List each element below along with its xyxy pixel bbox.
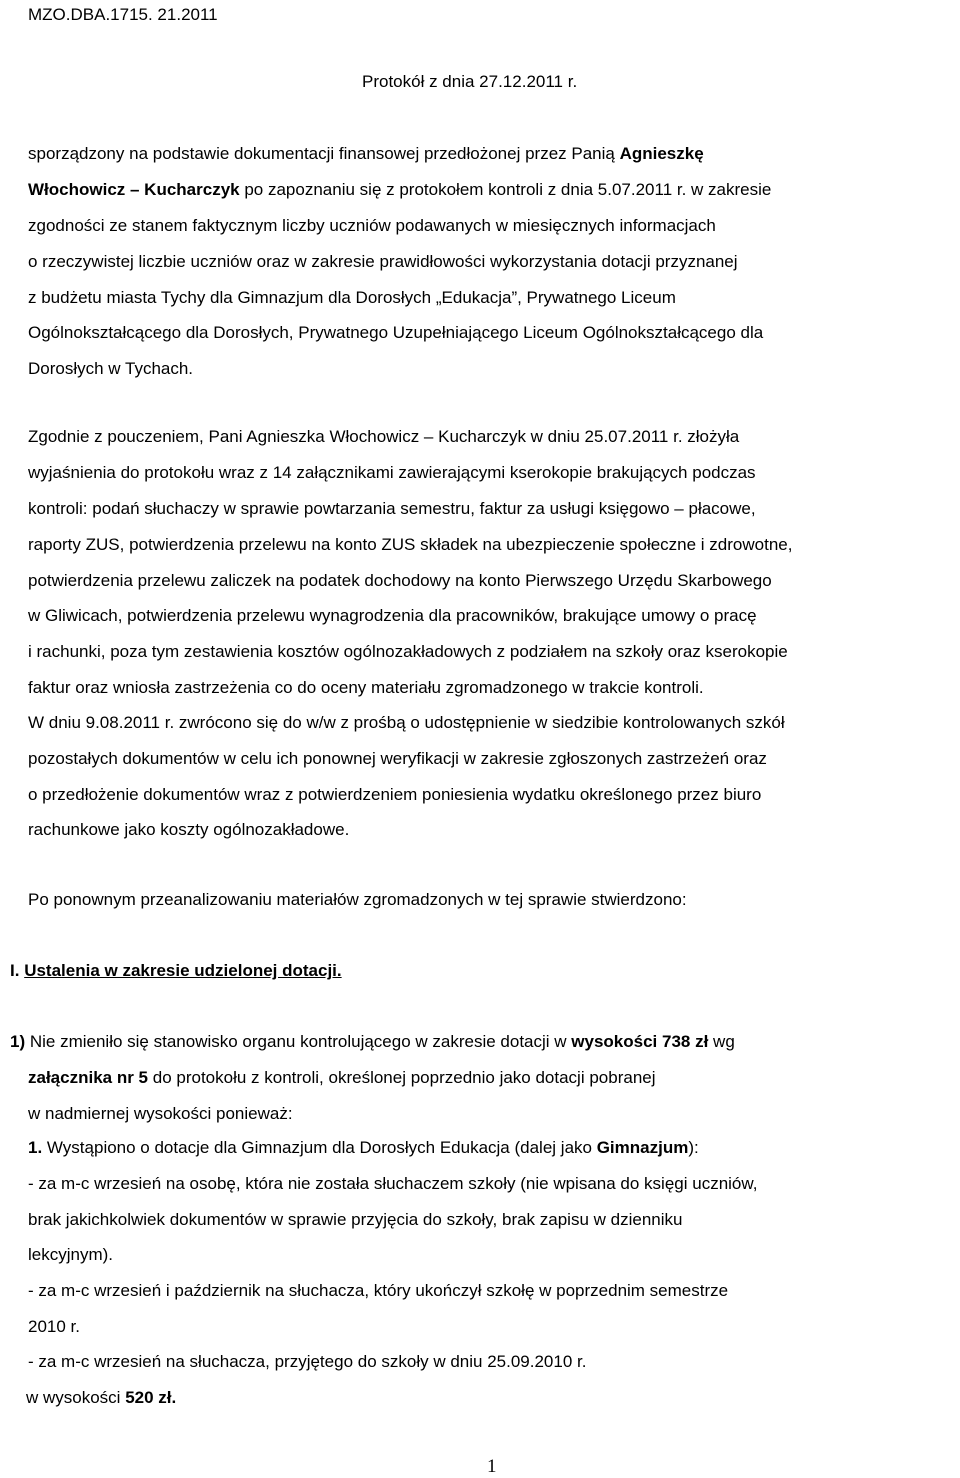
- intro-line-7: Dorosłych w Tychach.: [28, 359, 194, 378]
- findings-intro: Po ponownym przeanalizowaniu materiałów zgromadzonych w tej sprawie stwierdzono:: [28, 890, 687, 909]
- page-number: 1: [487, 1456, 497, 1477]
- intro-line-2: [28, 180, 959, 200]
- point1-line-1: [10, 1032, 959, 1052]
- intro-text: sporządzony na podstawie dokumentacji finansowej przedłożonej przez Panią: [28, 144, 620, 163]
- para2-line-8: faktur oraz wniosła zastrzeżenia co do oceny materiału zgromadzonego w trakcie kontroli.: [28, 678, 704, 697]
- para2-line-6: w Gliwicach, potwierdzenia przelewu wynagrodzenia dla pracowników, brakujące umowy o pracę: [28, 606, 757, 625]
- amount-bold: wysokości 738 zł: [571, 1032, 709, 1051]
- intro-line-4: o rzeczywistej liczbie uczniów oraz w zakresie prawidłowości wykorzystania dotacji przyznanej: [28, 252, 738, 271]
- para2-line-11: o przedłożenie dokumentów wraz z potwierdzeniem poniesienia wydatku określonego przez biuro: [28, 785, 762, 804]
- person-first-name: Agnieszkę: [619, 144, 704, 163]
- section-heading: [10, 961, 342, 981]
- para2-line-10: pozostałych dokumentów w celu ich ponownej weryfikacji w zakresie zgłoszonych zastrzeżeń oraz: [28, 749, 767, 768]
- document-reference: MZO.DBA.1715. 21.2011: [28, 5, 218, 24]
- dash-2-line-2: 2010 r.: [28, 1317, 80, 1336]
- point-text: wg: [708, 1032, 735, 1051]
- dash-2-line-1: - za m-c wrzesień i październik na słuchacza, który ukończył szkołę w poprzednim semestrze: [28, 1281, 729, 1300]
- intro-text: po zapoznaniu się z protokołem kontroli z dnia 5.07.2011 r. w zakresie: [239, 180, 772, 199]
- para2-line-12: rachunkowe jako koszty ogólnozakładowe.: [28, 820, 350, 839]
- point-text: do protokołu z kontroli, określonej poprzednio jako dotacji pobranej: [148, 1068, 656, 1087]
- intro-line-3: zgodności ze stanem faktycznym liczby uczniów podawanych w miesięcznych informacjach: [28, 216, 716, 235]
- attachment-ref: załącznika nr 5: [28, 1068, 149, 1087]
- para2-line-5: potwierdzenia przelewu zaliczek na podatek dochodowy na konto Pierwszego Urzędu Skarbowego: [28, 571, 772, 590]
- intro-line-6: Ogólnokształcącego dla Dorosłych, Prywatnego Uzupełniającego Liceum Ogólnokształcącego dla: [28, 323, 764, 342]
- amount-line: [26, 1388, 176, 1408]
- amount-label: w wysokości: [26, 1388, 126, 1407]
- dash-3-line-1: - za m-c wrzesień na słuchacza, przyjętego do szkoły w dniu 25.09.2010 r.: [28, 1352, 587, 1371]
- dash-1-line-2: brak jakichkolwiek dokumentów w sprawie przyjęcia do szkoły, brak zapisu w dzienniku: [28, 1210, 683, 1229]
- dash-1-line-1: - za m-c wrzesień na osobę, która nie została słuchaczem szkoły (nie wpisana do księgi uczniów,: [28, 1174, 758, 1193]
- subpoint-1: [28, 1138, 699, 1158]
- amount-value: 520 zł.: [125, 1388, 177, 1407]
- protocol-title: Protokół z dnia 27.12.2011 r.: [362, 72, 578, 91]
- intro-line-5: z budżetu miasta Tychy dla Gimnazjum dla Dorosłych „Edukacja”, Prywatnego Liceum: [28, 288, 676, 307]
- point-text: Nie zmieniło się stanowisko organu kontrolującego w zakresie dotacji w: [25, 1032, 572, 1051]
- para2-line-2: wyjaśnienia do protokołu wraz z 14 załącznikami zawierającymi kserokopie brakujących podczas: [28, 463, 756, 482]
- school-name-bold: Gimnazjum: [596, 1138, 689, 1157]
- intro-line-1: [28, 144, 959, 164]
- section-title: Ustalenia w zakresie udzielonej dotacji.: [24, 961, 342, 980]
- para2-line-1: Zgodnie z pouczeniem, Pani Agnieszka Włochowicz – Kucharczyk w dniu 25.07.2011 r. złożyła: [28, 427, 740, 446]
- subpoint-text: ):: [688, 1138, 699, 1157]
- para2-line-4: raporty ZUS, potwierdzenia przelewu na konto ZUS składek na ubezpieczenie społeczne i zdrowotne,: [28, 535, 793, 554]
- point1-line-3: w nadmiernej wysokości ponieważ:: [28, 1104, 293, 1123]
- subpoint-text: Wystąpiono o dotacje dla Gimnazjum dla Dorosłych Edukacja (dalej jako: [42, 1138, 597, 1157]
- dash-1-line-3: lekcyjnym).: [28, 1245, 114, 1264]
- para2-line-9: W dniu 9.08.2011 r. zwrócono się do w/w z prośbą o udostępnienie w siedzibie kontrolowanych szkół: [28, 713, 785, 732]
- subpoint-number: 1.: [28, 1138, 43, 1157]
- point1-line-2: [28, 1068, 959, 1088]
- person-surname: Włochowicz – Kucharczyk: [28, 180, 240, 199]
- section-number: I.: [10, 961, 20, 980]
- point-number: 1): [10, 1032, 26, 1051]
- para2-line-3: kontroli: podań słuchaczy w sprawie powtarzania semestru, faktur za usługi księgowo – płacowe,: [28, 499, 756, 518]
- para2-line-7: i rachunki, poza tym zestawienia kosztów ogólnozakładowych z podziałem na szkoły oraz kserokopie: [28, 642, 788, 661]
